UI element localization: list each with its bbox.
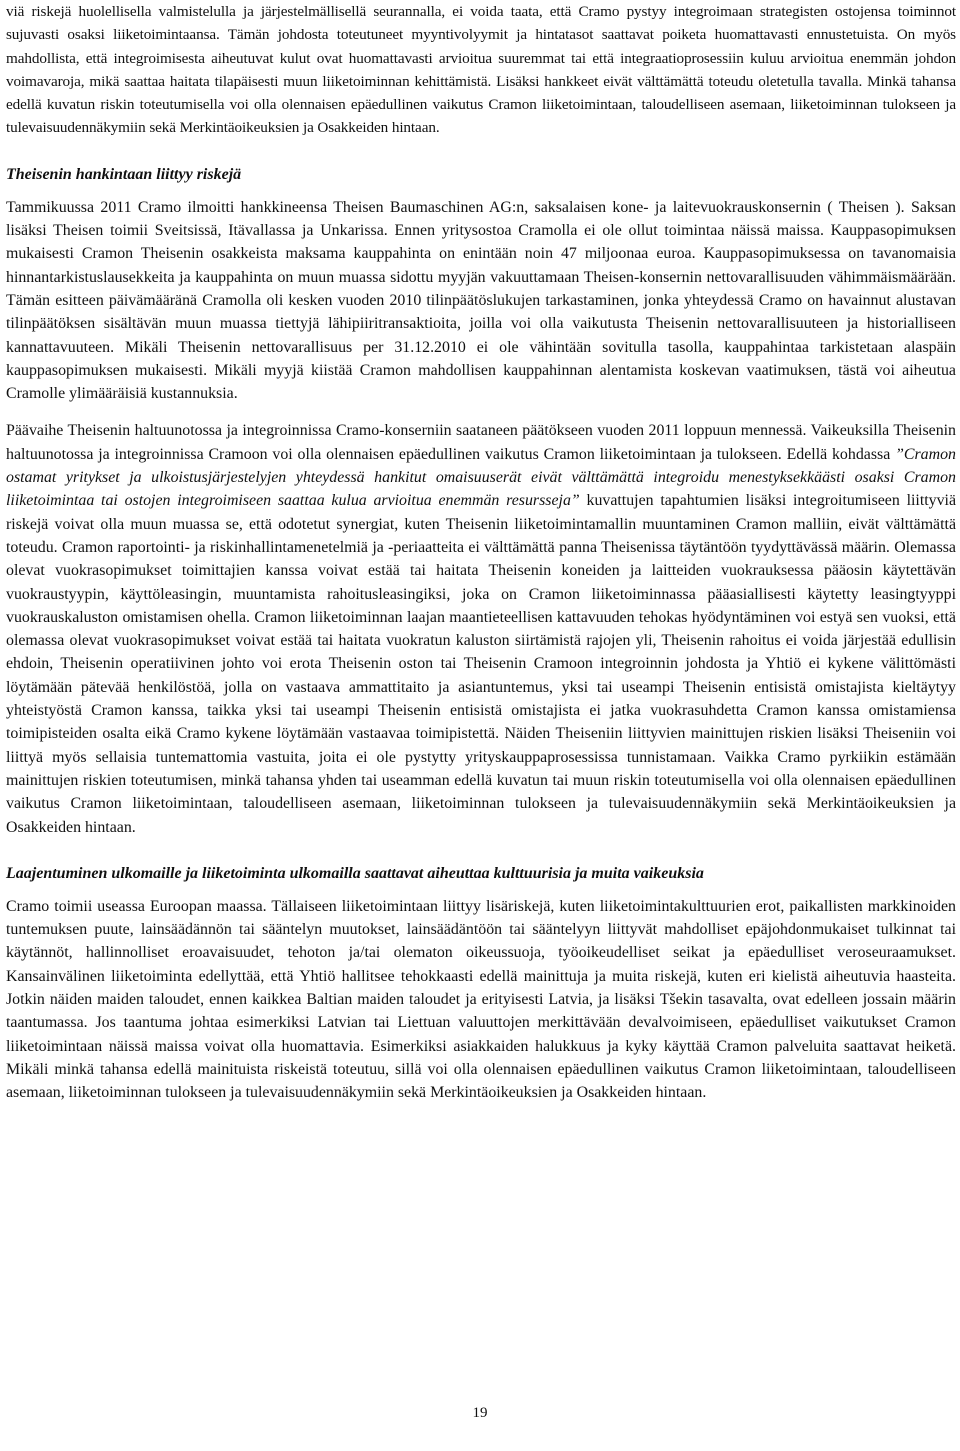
- intro-paragraph: viä riskejä huolellisella valmistelulla ja järjestelmällisellä seurannalla, ei voida taata, että Cramo pystyy integroimaan strategisten ostojensa toiminnot sujuvasti osaksi liiketoimintaansa. Tämän johdosta toteutuneet myyntivolyymit ja hintatasot saattavat poiketa huomattavasti ennustetuista. On myös mahdollista, että integroimisesta aiheutuvat kulut ovat huomattavasti arvioitua suuremmat tai että integraatioprosessiin kuluu arvioitua enemmän johdon voimavaroja, mikä saattaa haitata tilapäisesti muun liiketoiminnan kehittämistä. Lisäksi hankkeet eivät välttämättä toteudu oletetulla tavalla. Minkä tahansa edellä kuvatun riskin toteutumisella voi olla olennaisen epäedullinen vaikutus Cramon liiketoimintaan, taloudelliseen asemaan, liiketoiminnan tulokseen ja tulevaisuudennäkymiin sekä Merkintäoikeuksien ja Osakkeiden hintaan.: [6, 3, 956, 137]
- theisen-paragraph-2: [6, 419, 956, 838]
- section-heading-international: Laajentuminen ulkomaille ja liiketoiminta ulkomailla saattavat aiheuttaa kulttuurisia ja muita vaikeuksia: [6, 864, 704, 882]
- quoted-section-title: ”Cramon ostamat yritykset ja ulkoistusjärjestelyjen yhteydessä hankitut omaisuuserät eivät välttämättä integroidu menestyksekkäästi osaksi Cramon liiketoimintaa tai ostojen integroimiseen saattaa kulua arvioitua enemmän resursseja”: [6, 445, 956, 510]
- section-heading-theisen: Theisenin hankintaan liittyy riskejä: [6, 165, 242, 183]
- document-page: [6, 0, 956, 1104]
- paragraph-gap: [6, 405, 956, 419]
- international-paragraph: Cramo toimii useassa Euroopan maassa. Tällaiseen liiketoimintaan liittyy lisäriskejä, kuten liiketoimintakulttuurien erot, paikallisten markkinoiden tuntemuksen puute, lainsäädännön tai sääntelyn muutokset, lainsäädäntöön tai sääntelyyn liittyvät mahdolliset epäjohdonmukaiset tulkinnat tai käytännöt, hallinnolliset eroavaisuudet, tehoton ja/tai olematon oikeussuoja, työoikeudelliset seikat ja epäedulliset veroseuraamukset. Kansainvälinen liiketoiminta edellyttää, että Yhtiö hallitsee tehokkaasti edellä mainittuja ja muita riskejä, kuten eri kielistä aiheutuvia haasteita. Jotkin näiden maiden taloudet, ennen kaikkea Baltian maiden taloudet ja erityisesti Latvia, ja lisäksi Tšekin tasavalta, ovat edelleen jossain määrin taantumassa. Jos taantuma johtaa esimerkiksi Latvian tai Liettuan valuuttojen merkittävään devalvoimiseen, epäedulliset vaikutukset Cramon liiketoimintaan näissä maissa voivat olla huomattavia. Esimerkiksi asiakkaiden halukkuus ja kyky käyttää Cramon palveluita saattavat heiketä. Mikäli minkä tahansa edellä mainituista riskeistä toteutuu, sillä voi olla olennaisen epäedullinen vaikutus Cramon liiketoimintaan, taloudelliseen asemaan, liiketoiminnan tulokseen ja tulevaisuudennäkymiin sekä Merkintäoikeuksien ja Osakkeiden hintaan.: [6, 897, 956, 1102]
- theisen-paragraph-1: Tammikuussa 2011 Cramo ilmoitti hankkineensa Theisen Baumaschinen AG:n, saksalaisen kone- ja laitevuokrauskonsernin ( Theisen ). Saksan lisäksi Theisen toimii Sveitsissä, Itävallassa ja Unkarissa. Ennen yritysostoa Cramolla ei ole ollut toimintaa näissä maissa. Kauppasopimuksen mukaisesti Cramon Theisenin osakkeista maksama kauppahinta on enintään noin 47 miljoonaa euroa. Kauppasopimuksessa on tavanomaisia hinnantarkistuslausekkeita ja kauppahinta on muun muassa sidottu myyjän vakuuttamaan Theisen-konsernin nettovarallisuuden vähimmäismäärään. Tämän esitteen päivämääränä Cramolla oli kesken vuoden 2010 tilinpäätöslukujen tarkastaminen, jonka yhteydessä Cramo on havainnut alustavan tilinpäätöksen sisältävän muun muassa tiettyjä lähipiiritransaktioita, joilla voi olla vaikutusta Theisenin nettovarallisuuteen ja historialliseen kannattavuuteen. Mikäli Theisenin nettovarallisuus per 31.12.2010 ei ole vähintään sovitulla tasolla, kauppahintaa tarkistetaan alaspäin kauppasopimuksen mukaisesti. Mikäli myyjä kiistää Cramon mahdollisen kauppahinnan alentamista koskevan vaatimuksen, tästä voi aiheutua Cramolle ylimääräisiä kustannuksia.: [6, 198, 956, 403]
- page-number: 19: [472, 1405, 488, 1421]
- paragraph-text: kuvattujen tapahtumien lisäksi integroitumiseen liittyviä riskejä voivat olla muun muassa se, että odotetut synergiat, kuten Theisenin liiketoimintamallin muuntaminen Cramon malliin, eivät välttämättä toteudu. Cramon raportointi- ja riskinhallintamenetelmiä ja -periaatteita ei välttämättä panna Theisenissa täytäntöön tyydyttävässä määrin. Olemassa olevat vuokrasopimukset toimittajien kanssa voivat estää tai haitata Theisenin koneiden ja laitteiden vuokrauksessa pääosin käytettävän vuokraustyypin, käyttöleasingin, muuntamista rahoitusleasingiksi, joka on Cramon liiketoiminnassa pääasiallisesti käytetty leasingtyyppi vuokrauskaluston omistamisen ohella. Cramon liiketoiminnan laajan maantieteellisen kattavuuden tehokas hyödyntäminen voi estyä sen vuoksi, että olemassa olevat vuokrasopimukset voivat estää tai haitata vuokratun kaluston siirtämistä rajojen yli, Theisenin rahoitus ei voida järjestää edullisin ehdoin, Theisenin operatiivinen johto voi erota Theisenin oston tai Theisenin Cramoon integroinnin johdosta ja Yhtiö ei kykene välittömästi löytämään pätevää henkilöstöä, jolla on vastaava ammattitaito ja asiantuntemus, yksi tai useampi Theisenin entisistä omistajista kieltäytyy yhteistyöstä Cramon kanssa, taikka yksi tai useampi Theisenin entisistä omistajista ei jatka vuokrasuhdetta Cramon kanssa omistamiensa toimipisteiden osalta eikä Cramo kykene löytämään vastaavaa toimipistettä. Näiden Theiseniin liittyvien mainittujen riskien lisäksi Theiseniin voi liittyä myös sellaisia tuntemattomia vastuita, joita ei ole pystytty yrityskauppaprosessissa tunnistamaan. Vaikka Cramo pyrkiikin estämään mainittujen riskien toteutumisen, minkä tahansa yhden tai useamman edellä kuvatun tai muun riskin toteutumisella voi olla olennaisen epäedullinen vaikutus Cramon liiketoimintaan, taloudelliseen asemaan, liiketoiminnan tulokseen ja tulevaisuudennäkymiin sekä Merkintäoikeuksien ja Osakkeiden hintaan.: [6, 492, 957, 836]
- paragraph-text: Päävaihe Theisenin haltuunotossa ja integroinnissa Cramo-konserniin saataneen päätökseen vuoden 2011 loppuun mennessä. Vaikeuksilla Theisenin haltuunotossa ja integroinnissa Cramoon voi olla olennaisen epäedullinen vaikutus Cramon liiketoimintaan ja tulokseen. Edellä kohdassa: [6, 422, 956, 463]
